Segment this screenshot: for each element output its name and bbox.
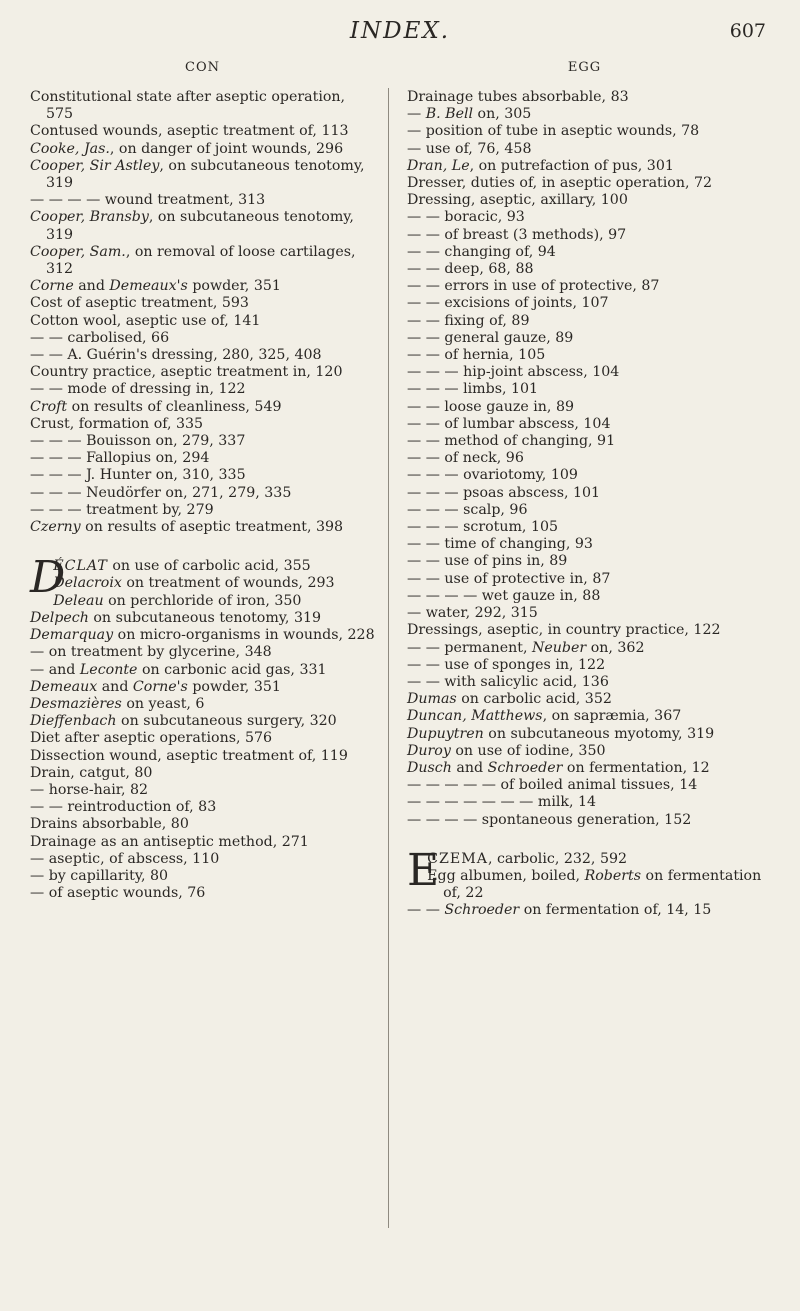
index-entries-left xyxy=(30,89,375,902)
index-entry: — — use of sponges in, 122 xyxy=(407,656,606,673)
index-entry: — — time of changing, 93 xyxy=(407,536,593,553)
drop-cap-e: E xyxy=(407,844,440,896)
index-entry: — — of lumbar abscess, 104 xyxy=(407,415,611,432)
index-entry: — — — hip-joint abscess, 104 xyxy=(407,364,620,381)
index-entry: Dissection wound, aseptic treatment of, 119 xyxy=(30,747,348,764)
right-column xyxy=(407,60,762,920)
index-entry: — — — — — of boiled animal tissues, 14 xyxy=(407,777,698,794)
index-entry: — — general gauze, 89 xyxy=(407,329,574,346)
index-entry: Czerny on results of aseptic treatment, 398 xyxy=(30,519,344,536)
index-entry: — horse-hair, 82 xyxy=(30,781,149,798)
page-number: 607 xyxy=(729,20,766,42)
index-entry: — — with salicylic acid, 136 xyxy=(407,673,609,690)
column-head-left: CON xyxy=(185,60,220,75)
index-entry: Dresser, duties of, in aseptic operation, 72 xyxy=(407,175,713,192)
index-entry: — position of tube in aseptic wounds, 78 xyxy=(407,123,700,140)
index-entry: Dieffenbach on subcutaneous surgery, 320 xyxy=(30,713,337,730)
index-entry: — — boracic, 93 xyxy=(407,209,525,226)
index-entry: Drains absorbable, 80 xyxy=(30,816,189,833)
index-entry: — — — — wound treatment, 313 xyxy=(30,192,266,209)
index-entry: Croft on results of cleanliness, 549 xyxy=(30,398,282,415)
index-entry: — — — — — — — milk, 14 xyxy=(407,794,597,811)
index-entry: Cotton wool, aseptic use of, 141 xyxy=(30,312,261,329)
index-entry: — — of neck, 96 xyxy=(407,450,524,467)
index-entry: Dressings, aseptic, in country practice, 122 xyxy=(407,622,721,639)
index-entry: — — carbolised, 66 xyxy=(30,329,170,346)
index-entry: Diet after aseptic operations, 576 xyxy=(30,730,273,747)
index-entry: Dusch and Schroeder on fermentation, 12 xyxy=(407,759,710,776)
index-entry: — — mode of dressing in, 122 xyxy=(30,381,246,398)
index-entry: Crust, formation of, 335 xyxy=(30,415,204,432)
index-entry: — — reintroduction of, 83 xyxy=(30,799,217,816)
index-entry: — — fixing of, 89 xyxy=(407,312,530,329)
index-entry: — — A. Guérin's dressing, 280, 325, 408 xyxy=(30,347,322,364)
index-entry: — of aseptic wounds, 76 xyxy=(30,885,206,902)
index-entry: — — deep, 68, 88 xyxy=(407,261,534,278)
index-entry: — by capillarity, 80 xyxy=(30,867,169,884)
index-entry: Corne and Demeaux's powder, 351 xyxy=(30,278,281,295)
index-entry: — — — J. Hunter on, 310, 335 xyxy=(30,467,246,484)
index-entry: — — — Bouisson on, 279, 337 xyxy=(30,433,246,450)
index-entry: — — — ovariotomy, 109 xyxy=(407,467,578,484)
index-entry: — — changing of, 94 xyxy=(407,243,556,260)
index-entry: — — use of protective in, 87 xyxy=(407,570,611,587)
index-entry: — — — — spontaneous generation, 152 xyxy=(407,811,692,828)
index-entry: Cooper, Sir Astley, on subcutaneous tenotomy, 319 xyxy=(30,157,365,192)
index-entry: Deleau on perchloride of iron, 350 xyxy=(53,592,302,609)
column-divider xyxy=(388,88,389,1228)
running-title: INDEX. xyxy=(349,18,451,44)
index-entry: — use of, 76, 458 xyxy=(407,140,532,157)
index-entry: Cooper, Bransby, on subcutaneous tenotomy, 319 xyxy=(30,209,354,243)
index-entry: Contused wounds, aseptic treatment of, 113 xyxy=(30,123,349,140)
index-entry: — — of hernia, 105 xyxy=(407,347,546,364)
index-entry: — — loose gauze in, 89 xyxy=(407,398,575,415)
index-entry: Dran, Le, on putrefaction of pus, 301 xyxy=(407,157,674,174)
index-entry: Drain, catgut, 80 xyxy=(30,764,153,781)
index-entry: D ÉCLAT on use of carbolic acid, 355 xyxy=(30,552,311,604)
index-entry: — — — Neudörfer on, 271, 279, 335 xyxy=(30,484,292,501)
index-entry: Demarquay on micro-organisms in wounds, 228 xyxy=(30,627,375,644)
index-entry: — on treatment by glycerine, 348 xyxy=(30,644,272,661)
index-entry: Dressing, aseptic, axillary, 100 xyxy=(407,192,628,209)
index-entry: Duroy on use of iodine, 350 xyxy=(407,742,606,759)
index-entry: — — — limbs, 101 xyxy=(407,381,539,398)
index-entry: — aseptic, of abscess, 110 xyxy=(30,850,220,867)
index-entry: Dupuytren on subcutaneous myotomy, 319 xyxy=(407,725,715,742)
index-entries-right xyxy=(407,89,762,920)
index-entry: — — Schroeder on fermentation of, 14, 15 xyxy=(407,902,712,919)
index-entry: — water, 292, 315 xyxy=(407,605,538,622)
left-column xyxy=(30,60,375,902)
index-entry: Duncan, Matthews, on sapræmia, 367 xyxy=(407,708,682,725)
index-entry: — and Leconte on carbonic acid gas, 331 xyxy=(30,661,327,678)
index-entry: — — excisions of joints, 107 xyxy=(407,295,609,312)
index-entry: — — of breast (3 methods), 97 xyxy=(407,226,627,243)
index-entry: Drainage tubes absorbable, 83 xyxy=(407,89,629,105)
running-head xyxy=(0,12,800,52)
index-entry: — — — scrotum, 105 xyxy=(407,519,559,536)
index-entry: — — — treatment by, 279 xyxy=(30,501,214,518)
index-entry: — — use of pins in, 89 xyxy=(407,553,568,570)
index-entry: Delacroix on treatment of wounds, 293 xyxy=(53,575,335,592)
index-entry: Cost of aseptic treatment, 593 xyxy=(30,295,249,312)
index-entry: — — method of changing, 91 xyxy=(407,433,616,450)
index-entry: — — errors in use of protective, 87 xyxy=(407,278,660,295)
index-entry: Egg albumen, boiled, Roberts on fermentation of, 22 xyxy=(427,867,762,902)
index-entry: — — — — wet gauze in, 88 xyxy=(407,587,601,604)
index-entry: — — — psoas abscess, 101 xyxy=(407,484,601,501)
index-entry: Demeaux and Corne's powder, 351 xyxy=(30,678,281,695)
column-head-right: EGG xyxy=(567,60,602,75)
index-entry: Drainage as an antiseptic method, 271 xyxy=(30,833,309,850)
index-entry: — — permanent, Neuber on, 362 xyxy=(407,639,645,656)
index-entry: — — — Fallopius on, 294 xyxy=(30,450,210,467)
index-entry: Constitutional state after aseptic operation, 575 xyxy=(30,89,346,123)
index-entry: — — — scalp, 96 xyxy=(407,501,528,518)
index-entry: Desmazières on yeast, 6 xyxy=(30,695,205,712)
index-entry: — B. Bell on, 305 xyxy=(407,106,532,123)
index-entry: Dumas on carbolic acid, 352 xyxy=(407,691,612,708)
index-entry: Cooper, Sam., on removal of loose cartilages, 312 xyxy=(30,243,356,278)
index-entry: Cooke, Jas., on danger of joint wounds, 296 xyxy=(30,140,344,157)
index-entry: E CZEMA, carbolic, 232, 592 xyxy=(407,844,628,896)
index-entry: Country practice, aseptic treatment in, 120 xyxy=(30,364,343,381)
drop-cap-d: D xyxy=(30,552,66,604)
index-entry: Delpech on subcutaneous tenotomy, 319 xyxy=(30,609,322,626)
